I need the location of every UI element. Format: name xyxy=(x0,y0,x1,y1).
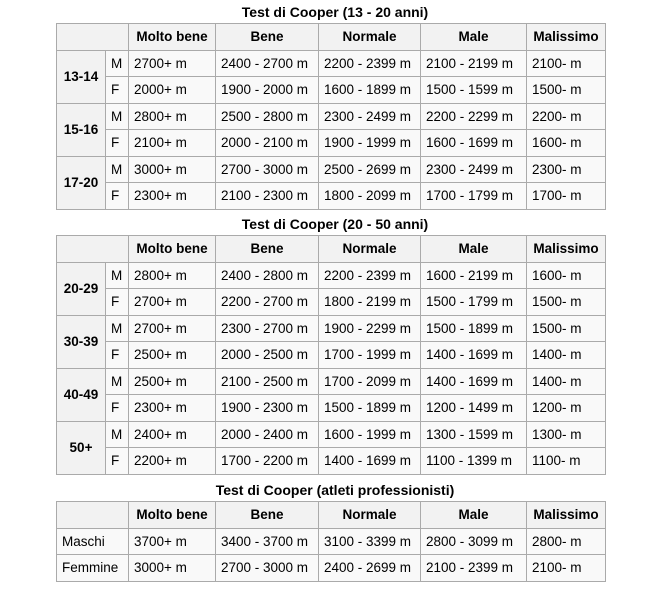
value-cell: 1300 - 1599 m xyxy=(421,421,527,448)
value-cell: 2800+ m xyxy=(129,103,216,130)
value-cell: 2700 - 3000 m xyxy=(216,555,319,582)
value-cell: 2300+ m xyxy=(129,395,216,422)
value-cell: 2400 - 2700 m xyxy=(216,50,319,77)
value-cell: 2700+ m xyxy=(129,289,216,316)
header-normale: Normale xyxy=(319,502,421,529)
value-cell: 2200- m xyxy=(527,103,606,130)
value-cell: 2000+ m xyxy=(129,77,216,104)
sex-cell: F xyxy=(106,77,129,104)
table-row xyxy=(57,289,606,316)
value-cell: 2700+ m xyxy=(129,315,216,342)
value-cell: 2100- m xyxy=(527,555,606,582)
table-row xyxy=(57,315,606,342)
sex-cell: F xyxy=(106,289,129,316)
value-cell: 2800- m xyxy=(527,528,606,555)
value-cell: 2200+ m xyxy=(129,448,216,475)
table-row xyxy=(57,103,606,130)
value-cell: 1500- m xyxy=(527,77,606,104)
value-cell: 1100 - 1399 m xyxy=(421,448,527,475)
value-cell: 1700 - 1999 m xyxy=(319,342,421,369)
value-cell: 2300 - 2700 m xyxy=(216,315,319,342)
header-male: Male xyxy=(421,24,527,51)
sex-cell: M xyxy=(106,262,129,289)
table-row xyxy=(57,368,606,395)
value-cell: 1900 - 2000 m xyxy=(216,77,319,104)
value-cell: 1400 - 1699 m xyxy=(421,368,527,395)
header-bene: Bene xyxy=(216,24,319,51)
table-row xyxy=(57,156,606,183)
cooper-table-athletes xyxy=(56,501,606,582)
value-cell: 1900 - 2299 m xyxy=(319,315,421,342)
value-cell: 2100- m xyxy=(527,50,606,77)
value-cell: 1600- m xyxy=(527,130,606,157)
table-row xyxy=(57,77,606,104)
value-cell: 3100 - 3399 m xyxy=(319,528,421,555)
table2-caption: Test di Cooper (20 - 50 anni) xyxy=(241,216,429,232)
value-cell: 1500 - 1799 m xyxy=(421,289,527,316)
value-cell: 2100 - 2300 m xyxy=(216,183,319,210)
value-cell: 1600 - 2199 m xyxy=(421,262,527,289)
header-male: Male xyxy=(421,236,527,263)
sex-cell: F xyxy=(106,448,129,475)
value-cell: 2500+ m xyxy=(129,368,216,395)
table-row xyxy=(57,183,606,210)
sex-cell: F xyxy=(106,130,129,157)
value-cell: 2200 - 2399 m xyxy=(319,262,421,289)
header-malissimo: Malissimo xyxy=(527,502,606,529)
value-cell: 1700- m xyxy=(527,183,606,210)
table1-caption: Test di Cooper (13 - 20 anni) xyxy=(241,4,429,20)
row-label-maschi: Maschi xyxy=(57,528,129,555)
sex-cell: F xyxy=(106,395,129,422)
value-cell: 2400 - 2800 m xyxy=(216,262,319,289)
value-cell: 2300- m xyxy=(527,156,606,183)
value-cell: 2200 - 2399 m xyxy=(319,50,421,77)
value-cell: 1500 - 1899 m xyxy=(319,395,421,422)
value-cell: 1200- m xyxy=(527,395,606,422)
sex-cell: F xyxy=(106,183,129,210)
header-male: Male xyxy=(421,502,527,529)
value-cell: 2400 - 2699 m xyxy=(319,555,421,582)
value-cell: 1600 - 1999 m xyxy=(319,421,421,448)
corner-cell xyxy=(57,502,129,529)
value-cell: 1400- m xyxy=(527,368,606,395)
age-group-label: 13-14 xyxy=(57,50,106,103)
value-cell: 1400 - 1699 m xyxy=(319,448,421,475)
value-cell: 1100- m xyxy=(527,448,606,475)
value-cell: 2400+ m xyxy=(129,421,216,448)
value-cell: 3000+ m xyxy=(129,156,216,183)
age-group-label: 40-49 xyxy=(57,368,106,421)
header-normale: Normale xyxy=(319,236,421,263)
value-cell: 2200 - 2700 m xyxy=(216,289,319,316)
value-cell: 1900 - 2300 m xyxy=(216,395,319,422)
value-cell: 1800 - 2099 m xyxy=(319,183,421,210)
table-row xyxy=(57,50,606,77)
value-cell: 1400- m xyxy=(527,342,606,369)
value-cell: 2700+ m xyxy=(129,50,216,77)
value-cell: 3700+ m xyxy=(129,528,216,555)
value-cell: 1300- m xyxy=(527,421,606,448)
value-cell: 2500 - 2699 m xyxy=(319,156,421,183)
value-cell: 2000 - 2400 m xyxy=(216,421,319,448)
header-bene: Bene xyxy=(216,236,319,263)
sex-cell: M xyxy=(106,421,129,448)
header-molto-bene: Molto bene xyxy=(129,236,216,263)
value-cell: 1400 - 1699 m xyxy=(421,342,527,369)
header-malissimo: Malissimo xyxy=(527,236,606,263)
value-cell: 2100 - 2399 m xyxy=(421,555,527,582)
cooper-table-20-50 xyxy=(56,235,606,475)
value-cell: 1900 - 1999 m xyxy=(319,130,421,157)
cooper-table-13-20 xyxy=(56,23,606,210)
value-cell: 1200 - 1499 m xyxy=(421,395,527,422)
sex-cell: M xyxy=(106,156,129,183)
value-cell: 2300 - 2499 m xyxy=(421,156,527,183)
sex-cell: M xyxy=(106,315,129,342)
header-row xyxy=(57,236,606,263)
value-cell: 2800+ m xyxy=(129,262,216,289)
value-cell: 2700 - 3000 m xyxy=(216,156,319,183)
age-group-label: 30-39 xyxy=(57,315,106,368)
value-cell: 1700 - 2200 m xyxy=(216,448,319,475)
sex-cell: M xyxy=(106,368,129,395)
value-cell: 3400 - 3700 m xyxy=(216,528,319,555)
value-cell: 2000 - 2100 m xyxy=(216,130,319,157)
sex-cell: M xyxy=(106,103,129,130)
age-group-label: 17-20 xyxy=(57,156,106,209)
header-bene: Bene xyxy=(216,502,319,529)
header-row xyxy=(57,502,606,529)
age-group-label: 50+ xyxy=(57,421,106,474)
sex-cell: F xyxy=(106,342,129,369)
value-cell: 2000 - 2500 m xyxy=(216,342,319,369)
value-cell: 3000+ m xyxy=(129,555,216,582)
value-cell: 1500 - 1599 m xyxy=(421,77,527,104)
value-cell: 2100 - 2500 m xyxy=(216,368,319,395)
value-cell: 2100+ m xyxy=(129,130,216,157)
value-cell: 1600 - 1699 m xyxy=(421,130,527,157)
value-cell: 2500 - 2800 m xyxy=(216,103,319,130)
table-row xyxy=(57,421,606,448)
table-row xyxy=(57,528,606,555)
value-cell: 1500 - 1899 m xyxy=(421,315,527,342)
value-cell: 2300+ m xyxy=(129,183,216,210)
header-normale: Normale xyxy=(319,24,421,51)
value-cell: 1800 - 2199 m xyxy=(319,289,421,316)
corner-cell xyxy=(57,24,129,51)
value-cell: 1500- m xyxy=(527,315,606,342)
table-row xyxy=(57,555,606,582)
value-cell: 2500+ m xyxy=(129,342,216,369)
value-cell: 2300 - 2499 m xyxy=(319,103,421,130)
age-group-label: 20-29 xyxy=(57,262,106,315)
table-row xyxy=(57,448,606,475)
value-cell: 1700 - 1799 m xyxy=(421,183,527,210)
table3-caption: Test di Cooper (atleti professionisti) xyxy=(215,482,455,498)
value-cell: 2800 - 3099 m xyxy=(421,528,527,555)
table-row xyxy=(57,395,606,422)
table-row xyxy=(57,342,606,369)
header-malissimo: Malissimo xyxy=(527,24,606,51)
value-cell: 1600- m xyxy=(527,262,606,289)
value-cell: 1600 - 1899 m xyxy=(319,77,421,104)
value-cell: 1700 - 2099 m xyxy=(319,368,421,395)
value-cell: 2200 - 2299 m xyxy=(421,103,527,130)
table-row xyxy=(57,130,606,157)
row-label-femmine: Femmine xyxy=(57,555,129,582)
header-molto-bene: Molto bene xyxy=(129,502,216,529)
header-molto-bene: Molto bene xyxy=(129,24,216,51)
corner-cell xyxy=(57,236,129,263)
sex-cell: M xyxy=(106,50,129,77)
value-cell: 1500- m xyxy=(527,289,606,316)
age-group-label: 15-16 xyxy=(57,103,106,156)
table-row xyxy=(57,262,606,289)
header-row xyxy=(57,24,606,51)
value-cell: 2100 - 2199 m xyxy=(421,50,527,77)
